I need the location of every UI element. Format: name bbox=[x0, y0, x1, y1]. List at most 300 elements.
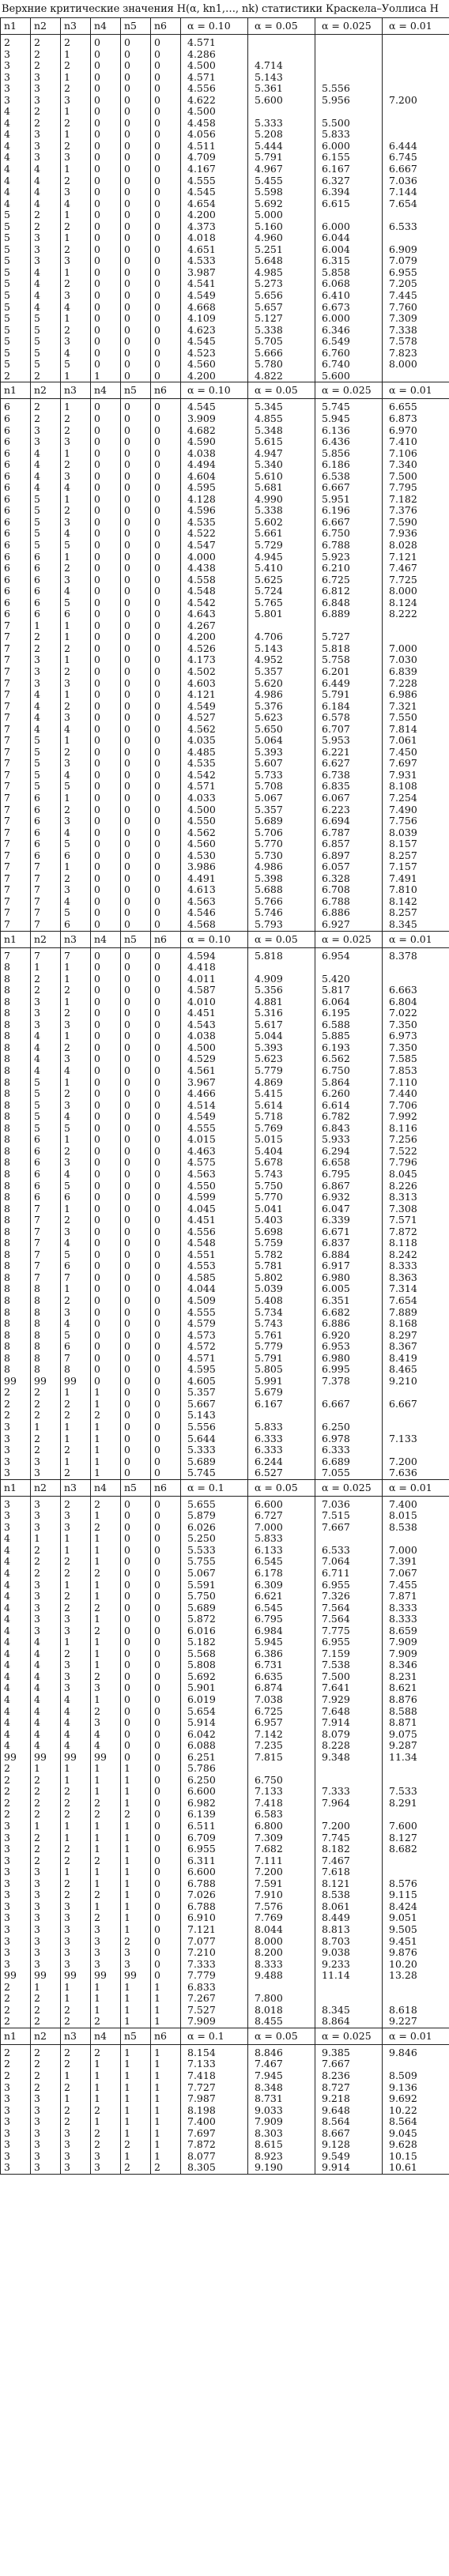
cell-n1: 4 bbox=[1, 141, 31, 153]
table-row bbox=[1, 1866, 449, 1878]
cell-h-005: 6.795 bbox=[248, 1614, 315, 1625]
cell-h-005: 4.855 bbox=[248, 413, 315, 425]
cell-n6: 0 bbox=[151, 448, 181, 460]
cell-n1: 5 bbox=[1, 313, 31, 325]
cell-n1: 7 bbox=[1, 873, 31, 885]
cell-h-010: 4.595 bbox=[181, 482, 248, 494]
cell-h-005: 7.111 bbox=[248, 1855, 315, 1867]
cell-n2: 3 bbox=[31, 1889, 61, 1901]
cell-n4: 2 bbox=[91, 1889, 121, 1901]
cell-n4: 0 bbox=[91, 1341, 121, 1353]
cell-n2: 2 bbox=[31, 1786, 61, 1798]
cell-n2: 2 bbox=[31, 1809, 61, 1821]
cell-n3: 2 bbox=[61, 1878, 91, 1890]
table-row bbox=[1, 586, 449, 597]
cell-n6: 0 bbox=[151, 724, 181, 736]
cell-n6: 0 bbox=[151, 974, 181, 985]
cell-n4: 0 bbox=[91, 83, 121, 95]
cell-h-0025: 5.420 bbox=[315, 974, 383, 985]
cell-n4: 0 bbox=[91, 666, 121, 678]
column-header-n1: n1 bbox=[1, 931, 31, 947]
cell-n1: 3 bbox=[1, 1878, 31, 1890]
cell-h-0025: 9.348 bbox=[315, 1752, 383, 1764]
cell-n5: 0 bbox=[121, 106, 151, 118]
cell-n6: 0 bbox=[151, 267, 181, 279]
cell-h-005: 5.000 bbox=[248, 209, 315, 221]
cell-h-010: 6.019 bbox=[181, 1694, 248, 1706]
cell-n5: 0 bbox=[121, 1192, 151, 1203]
cell-n4: 3 bbox=[91, 2162, 121, 2174]
cell-n4: 0 bbox=[91, 996, 121, 1008]
cell-n2: 2 bbox=[31, 1433, 61, 1445]
cell-n5: 0 bbox=[121, 666, 151, 678]
cell-h-010: 4.553 bbox=[181, 1260, 248, 1272]
cell-n2: 3 bbox=[31, 1901, 61, 1913]
cell-n3: 3 bbox=[61, 1053, 91, 1065]
cell-n2: 2 bbox=[31, 1556, 61, 1568]
column-header-n3: n3 bbox=[61, 18, 91, 35]
cell-h-005: 8.018 bbox=[248, 2005, 315, 2017]
cell-n6: 0 bbox=[151, 1648, 181, 1660]
cell-h-0025: 5.833 bbox=[315, 129, 383, 141]
cell-n5: 0 bbox=[121, 896, 151, 908]
cell-h-0025: 9.648 bbox=[315, 2105, 383, 2117]
table-row bbox=[1, 152, 449, 164]
cell-n1: 5 bbox=[1, 244, 31, 256]
cell-h-010: 4.200 bbox=[181, 209, 248, 221]
column-header-n2: n2 bbox=[31, 1479, 61, 1496]
cell-h-005: 5.403 bbox=[248, 1215, 315, 1226]
cell-h-001 bbox=[383, 49, 449, 61]
cell-n2: 2 bbox=[31, 209, 61, 221]
cell-h-010: 4.011 bbox=[181, 974, 248, 985]
cell-n4: 0 bbox=[91, 255, 121, 267]
cell-n1: 3 bbox=[1, 2128, 31, 2140]
cell-n3: 3 bbox=[61, 2162, 91, 2174]
column-header-alpha: α = 0.025 bbox=[315, 382, 383, 399]
cell-h-001: 7.522 bbox=[383, 1146, 449, 1158]
cell-n5: 1 bbox=[121, 2116, 151, 2128]
cell-n1: 8 bbox=[1, 1283, 31, 1295]
table-row bbox=[1, 2093, 449, 2105]
column-header-alpha: α = 0.05 bbox=[248, 1479, 315, 1496]
cell-h-010: 4.603 bbox=[181, 678, 248, 690]
cell-h-001 bbox=[383, 209, 449, 221]
cell-n1: 99 bbox=[1, 1752, 31, 1764]
cell-n4: 2 bbox=[91, 1798, 121, 1810]
table-row bbox=[1, 1007, 449, 1019]
cell-h-001 bbox=[383, 1775, 449, 1787]
cell-n5: 3 bbox=[121, 1947, 151, 1959]
cell-n4: 0 bbox=[91, 1065, 121, 1077]
cell-n4: 2 bbox=[91, 1706, 121, 1718]
cell-h-005: 5.818 bbox=[248, 947, 315, 962]
cell-h-0025: 6.615 bbox=[315, 198, 383, 210]
cell-h-005: 5.656 bbox=[248, 290, 315, 302]
cell-n2: 4 bbox=[31, 701, 61, 713]
cell-n3: 1 bbox=[61, 1821, 91, 1832]
cell-h-010: 6.600 bbox=[181, 1786, 248, 1798]
cell-n1: 3 bbox=[1, 1821, 31, 1832]
cell-h-010: 7.418 bbox=[181, 2070, 248, 2082]
cell-h-0025: 7.467 bbox=[315, 1855, 383, 1867]
cell-n3: 7 bbox=[61, 947, 91, 962]
cell-n6: 0 bbox=[151, 919, 181, 931]
cell-n2: 2 bbox=[31, 2016, 61, 2028]
cell-n4: 0 bbox=[91, 1111, 121, 1123]
cell-n5: 0 bbox=[121, 1376, 151, 1388]
cell-n1: 5 bbox=[1, 325, 31, 337]
table-row bbox=[1, 827, 449, 839]
cell-n6: 0 bbox=[151, 574, 181, 586]
cell-h-005: 8.000 bbox=[248, 1936, 315, 1948]
cell-h-0025: 7.775 bbox=[315, 1625, 383, 1637]
cell-n5: 3 bbox=[121, 1959, 151, 1971]
cell-n6: 0 bbox=[151, 631, 181, 643]
table-row bbox=[1, 221, 449, 233]
column-header-n6: n6 bbox=[151, 931, 181, 947]
cell-n5: 0 bbox=[121, 1568, 151, 1580]
cell-h-001: 7.350 bbox=[383, 1019, 449, 1031]
cell-n2: 2 bbox=[31, 974, 61, 985]
cell-n6: 0 bbox=[151, 678, 181, 690]
cell-n4: 0 bbox=[91, 1203, 121, 1215]
cell-n3: 2 bbox=[61, 413, 91, 425]
cell-n6: 0 bbox=[151, 896, 181, 908]
table-row bbox=[1, 712, 449, 724]
cell-h-005: 5.759 bbox=[248, 1237, 315, 1249]
cell-n5: 0 bbox=[121, 1100, 151, 1112]
table-row bbox=[1, 459, 449, 471]
cell-n1: 4 bbox=[1, 164, 31, 175]
cell-n3: 6 bbox=[61, 1260, 91, 1272]
header-row bbox=[1, 931, 449, 947]
cell-h-001: 7.760 bbox=[383, 302, 449, 314]
cell-n1: 3 bbox=[1, 49, 31, 61]
cell-n2: 5 bbox=[31, 528, 61, 540]
cell-n2: 99 bbox=[31, 1752, 61, 1764]
cell-n1: 3 bbox=[1, 1522, 31, 1534]
cell-n2: 5 bbox=[31, 1123, 61, 1135]
cell-n2: 2 bbox=[31, 118, 61, 130]
cell-n4: 0 bbox=[91, 781, 121, 793]
cell-n4: 0 bbox=[91, 302, 121, 314]
cell-n5: 0 bbox=[121, 83, 151, 95]
cell-n2: 4 bbox=[31, 1706, 61, 1718]
cell-n5: 0 bbox=[121, 1364, 151, 1376]
cell-n3: 3 bbox=[61, 1671, 91, 1683]
cell-n5: 0 bbox=[121, 1272, 151, 1284]
cell-n6: 0 bbox=[151, 1510, 181, 1522]
cell-h-005: 5.598 bbox=[248, 186, 315, 198]
cell-h-0025 bbox=[315, 106, 383, 118]
cell-h-005: 5.724 bbox=[248, 586, 315, 597]
cell-h-010: 4.587 bbox=[181, 985, 248, 996]
cell-h-005: 5.602 bbox=[248, 517, 315, 529]
cell-n2: 5 bbox=[31, 359, 61, 371]
table-row bbox=[1, 1752, 449, 1764]
table-row bbox=[1, 1042, 449, 1054]
cell-h-005: 6.244 bbox=[248, 1456, 315, 1468]
cell-n3: 2 bbox=[61, 175, 91, 187]
table-row bbox=[1, 1088, 449, 1100]
cell-n3: 4 bbox=[61, 827, 91, 839]
cell-h-001: 9.075 bbox=[383, 1729, 449, 1741]
cell-h-010: 4.590 bbox=[181, 436, 248, 448]
cell-n3: 2 bbox=[61, 1843, 91, 1855]
cell-h-0025: 9.549 bbox=[315, 2151, 383, 2163]
cell-n4: 0 bbox=[91, 701, 121, 713]
cell-n1: 4 bbox=[1, 1636, 31, 1648]
cell-h-010: 4.585 bbox=[181, 1272, 248, 1284]
cell-h-001: 7.182 bbox=[383, 494, 449, 506]
cell-n3: 1 bbox=[61, 129, 91, 141]
cell-n6: 0 bbox=[151, 1030, 181, 1042]
cell-n2: 2 bbox=[31, 1832, 61, 1844]
cell-n2: 3 bbox=[31, 2116, 61, 2128]
cell-h-001: 7.450 bbox=[383, 747, 449, 759]
cell-n4: 0 bbox=[91, 95, 121, 107]
cell-n2: 4 bbox=[31, 1636, 61, 1648]
table-row bbox=[1, 1249, 449, 1261]
cell-n6: 0 bbox=[151, 1775, 181, 1787]
cell-h-0025: 6.835 bbox=[315, 781, 383, 793]
cell-h-010: 4.547 bbox=[181, 540, 248, 552]
cell-h-001: 8.378 bbox=[383, 947, 449, 962]
cell-n2: 1 bbox=[31, 1763, 61, 1775]
cell-n2: 8 bbox=[31, 1295, 61, 1307]
cell-n5: 0 bbox=[121, 313, 151, 325]
cell-n6: 0 bbox=[151, 1568, 181, 1580]
cell-h-001: 7.590 bbox=[383, 517, 449, 529]
column-header-alpha: α = 0.01 bbox=[383, 18, 449, 35]
cell-h-0025: 6.047 bbox=[315, 1203, 383, 1215]
cell-h-001 bbox=[383, 1387, 449, 1399]
cell-n1: 8 bbox=[1, 1237, 31, 1249]
cell-n4: 0 bbox=[91, 482, 121, 494]
cell-n4: 0 bbox=[91, 528, 121, 540]
cell-h-0025: 8.564 bbox=[315, 2116, 383, 2128]
cell-n4: 1 bbox=[91, 1433, 121, 1445]
cell-n1: 2 bbox=[1, 1982, 31, 1994]
cell-n5: 1 bbox=[121, 1901, 151, 1913]
cell-n6: 0 bbox=[151, 563, 181, 574]
table-row bbox=[1, 425, 449, 437]
cell-n2: 2 bbox=[31, 1798, 61, 1810]
cell-h-005: 5.718 bbox=[248, 1111, 315, 1123]
cell-n2: 99 bbox=[31, 1376, 61, 1388]
cell-n5: 0 bbox=[121, 1353, 151, 1365]
cell-n4: 0 bbox=[91, 1077, 121, 1089]
cell-h-0025: 5.923 bbox=[315, 552, 383, 563]
table-row bbox=[1, 1809, 449, 1821]
cell-n1: 8 bbox=[1, 1272, 31, 1284]
cell-n2: 1 bbox=[31, 1422, 61, 1433]
cell-n3: 99 bbox=[61, 1752, 91, 1764]
cell-h-010: 6.042 bbox=[181, 1729, 248, 1741]
cell-n4: 1 bbox=[91, 1636, 121, 1648]
cell-h-0025: 8.703 bbox=[315, 1936, 383, 1948]
cell-n5: 0 bbox=[121, 164, 151, 175]
cell-n1: 8 bbox=[1, 1330, 31, 1342]
cell-h-001: 9.227 bbox=[383, 2016, 449, 2028]
cell-h-0025: 6.740 bbox=[315, 359, 383, 371]
cell-h-010: 4.542 bbox=[181, 770, 248, 781]
cell-n5: 0 bbox=[121, 1146, 151, 1158]
cell-n6: 0 bbox=[151, 689, 181, 701]
cell-n6: 0 bbox=[151, 244, 181, 256]
table-row bbox=[1, 436, 449, 448]
cell-h-001: 9.210 bbox=[383, 1376, 449, 1388]
cell-h-005: 5.761 bbox=[248, 1330, 315, 1342]
cell-n1: 4 bbox=[1, 1706, 31, 1718]
table-row bbox=[1, 83, 449, 95]
cell-n5: 1 bbox=[121, 2005, 151, 2017]
cell-h-0025: 6.327 bbox=[315, 175, 383, 187]
table-row bbox=[1, 815, 449, 827]
cell-h-005: 8.044 bbox=[248, 1924, 315, 1936]
cell-n4: 3 bbox=[91, 1959, 121, 1971]
cell-h-001: 9.287 bbox=[383, 1740, 449, 1752]
cell-n2: 5 bbox=[31, 325, 61, 337]
cell-h-005: 5.705 bbox=[248, 336, 315, 348]
cell-h-010: 4.596 bbox=[181, 505, 248, 517]
cell-n4: 1 bbox=[91, 1901, 121, 1913]
cell-n1: 5 bbox=[1, 336, 31, 348]
cell-h-0025: 7.055 bbox=[315, 1467, 383, 1479]
cell-n2: 7 bbox=[31, 884, 61, 896]
cell-h-005: 5.393 bbox=[248, 1042, 315, 1054]
column-header-n4: n4 bbox=[91, 1479, 121, 1496]
cell-n3: 2 bbox=[61, 505, 91, 517]
cell-n3: 3 bbox=[61, 574, 91, 586]
table-row bbox=[1, 528, 449, 540]
cell-n5: 0 bbox=[121, 620, 151, 632]
cell-h-0025: 5.856 bbox=[315, 448, 383, 460]
cell-n3: 1 bbox=[61, 1993, 91, 2005]
cell-n2: 3 bbox=[31, 1936, 61, 1948]
cell-n6: 0 bbox=[151, 494, 181, 506]
cell-n4: 2 bbox=[91, 1671, 121, 1683]
cell-n5: 0 bbox=[121, 827, 151, 839]
cell-n5: 0 bbox=[121, 861, 151, 873]
cell-h-010: 4.200 bbox=[181, 631, 248, 643]
cell-h-005: 6.583 bbox=[248, 1809, 315, 1821]
cell-h-0025: 6.184 bbox=[315, 701, 383, 713]
cell-h-0025: 6.614 bbox=[315, 1100, 383, 1112]
cell-h-005: 6.333 bbox=[248, 1433, 315, 1445]
header-row bbox=[1, 18, 449, 35]
cell-n2: 4 bbox=[31, 1648, 61, 1660]
cell-h-0025: 6.750 bbox=[315, 528, 383, 540]
cell-h-005: 5.455 bbox=[248, 175, 315, 187]
table-row bbox=[1, 471, 449, 483]
table-row bbox=[1, 1237, 449, 1249]
cell-n2: 3 bbox=[31, 72, 61, 84]
cell-n1: 4 bbox=[1, 106, 31, 118]
table-row bbox=[1, 1467, 449, 1479]
cell-n3: 1 bbox=[61, 313, 91, 325]
cell-n3: 1 bbox=[61, 232, 91, 244]
cell-n5: 0 bbox=[121, 1260, 151, 1272]
cell-n6: 0 bbox=[151, 608, 181, 620]
cell-h-001: 7.909 bbox=[383, 1648, 449, 1660]
cell-n3: 2 bbox=[61, 701, 91, 713]
cell-h-0025: 8.345 bbox=[315, 2005, 383, 2017]
cell-h-005: 5.780 bbox=[248, 359, 315, 371]
cell-h-005: 5.408 bbox=[248, 1295, 315, 1307]
cell-n6: 0 bbox=[151, 1364, 181, 1376]
cell-h-0025: 6.193 bbox=[315, 1042, 383, 1054]
cell-n3: 3 bbox=[61, 884, 91, 896]
cell-h-005: 5.692 bbox=[248, 198, 315, 210]
cell-h-001: 7.350 bbox=[383, 1042, 449, 1054]
cell-h-001 bbox=[383, 371, 449, 382]
cell-n4: 0 bbox=[91, 1353, 121, 1365]
cell-n5: 0 bbox=[121, 1659, 151, 1671]
cell-n1: 6 bbox=[1, 552, 31, 563]
cell-h-005: 5.333 bbox=[248, 118, 315, 130]
cell-n3: 2 bbox=[61, 60, 91, 72]
cell-n1: 8 bbox=[1, 1053, 31, 1065]
cell-n1: 8 bbox=[1, 1364, 31, 1376]
cell-n2: 3 bbox=[31, 1007, 61, 1019]
cell-h-0025: 5.953 bbox=[315, 735, 383, 747]
table-row bbox=[1, 1376, 449, 1388]
cell-h-001: 13.28 bbox=[383, 1970, 449, 1982]
cell-n4: 1 bbox=[91, 1786, 121, 1798]
cell-h-010: 4.200 bbox=[181, 371, 248, 382]
cell-n5: 0 bbox=[121, 528, 151, 540]
cell-h-010: 4.549 bbox=[181, 290, 248, 302]
cell-h-001 bbox=[383, 1533, 449, 1545]
cell-n3: 3 bbox=[61, 2128, 91, 2140]
cell-n6: 0 bbox=[151, 861, 181, 873]
cell-h-005: 5.273 bbox=[248, 278, 315, 290]
cell-n3: 4 bbox=[61, 198, 91, 210]
cell-h-010: 4.605 bbox=[181, 1376, 248, 1388]
cell-n3: 7 bbox=[61, 1272, 91, 1284]
cell-h-001: 6.667 bbox=[383, 164, 449, 175]
cell-n6: 1 bbox=[151, 2044, 181, 2058]
cell-n3: 3 bbox=[61, 1912, 91, 1924]
cell-h-0025: 9.385 bbox=[315, 2044, 383, 2058]
cell-h-0025: 6.538 bbox=[315, 471, 383, 483]
cell-n6: 0 bbox=[151, 1763, 181, 1775]
cell-h-005: 5.376 bbox=[248, 701, 315, 713]
table-row bbox=[1, 517, 449, 529]
cell-h-0025 bbox=[315, 1775, 383, 1787]
cell-n4: 0 bbox=[91, 359, 121, 371]
table-row bbox=[1, 781, 449, 793]
header-row bbox=[1, 2028, 449, 2044]
cell-n1: 3 bbox=[1, 1422, 31, 1433]
cell-h-0025: 6.980 bbox=[315, 1353, 383, 1365]
table-row bbox=[1, 2016, 449, 2028]
cell-h-001: 8.118 bbox=[383, 1237, 449, 1249]
cell-n4: 0 bbox=[91, 861, 121, 873]
cell-h-010: 5.667 bbox=[181, 1399, 248, 1410]
cell-h-0025: 6.155 bbox=[315, 152, 383, 164]
cell-n5: 1 bbox=[121, 1912, 151, 1924]
cell-n3: 3 bbox=[61, 1924, 91, 1936]
cell-h-001: 7.814 bbox=[383, 724, 449, 736]
cell-n2: 8 bbox=[31, 1364, 61, 1376]
cell-h-001: 10.20 bbox=[383, 1959, 449, 1971]
cell-n5: 0 bbox=[121, 724, 151, 736]
cell-h-010: 5.357 bbox=[181, 1387, 248, 1399]
cell-n4: 0 bbox=[91, 1192, 121, 1203]
